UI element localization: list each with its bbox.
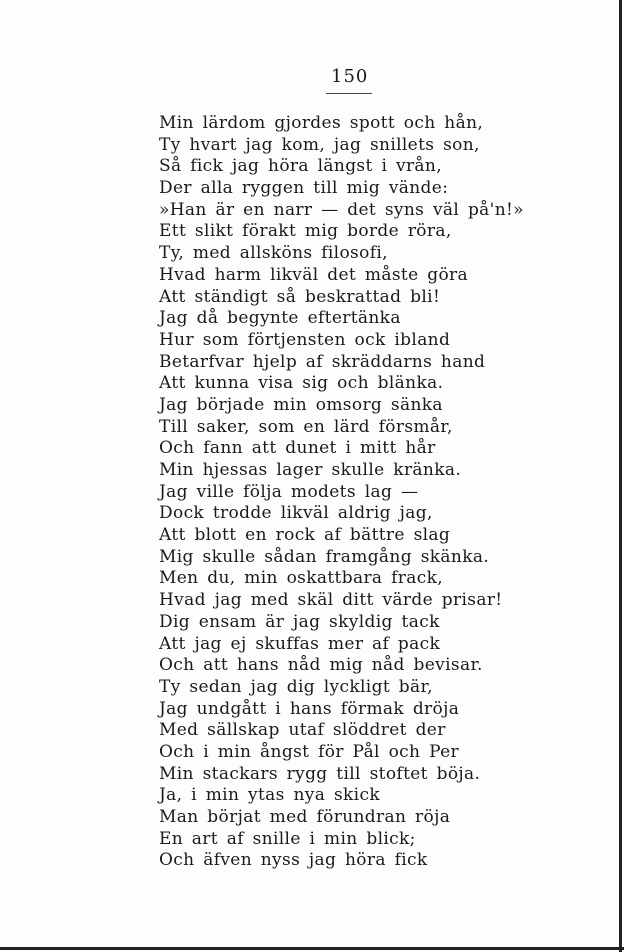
poem-line: Och att hans nåd mig nåd bevisar. (159, 655, 483, 676)
poem-line: Ett slikt förakt mig borde röra, (159, 221, 452, 242)
poem-line: Min hjessas lager skulle kränka. (159, 460, 462, 480)
poem-line: Med sällskap utaf slöddret der (159, 720, 446, 741)
poem-line: Jag ville följa modets lag — (159, 481, 419, 502)
poem-line: Jag undgått i hans förmak dröja (159, 698, 460, 719)
poem-line: Och fann att dunet i mitt hår (159, 438, 436, 459)
poem-line: Och i min ångst för Pål och Per (159, 741, 460, 762)
poem-line: Ty, med allsköns filosofi, (159, 243, 388, 264)
poem-line: Betarfvar hjelp af skräddarns hand (159, 351, 486, 372)
poem-line: Att blott en rock af bättre slag (159, 525, 451, 546)
page-edge-bottom (0, 947, 624, 950)
poem-text (159, 113, 524, 872)
poem-line: »Han är en narr — det syns väl på'n!» (159, 199, 524, 220)
poem-line: Att kunna visa sig och blänka. (159, 373, 444, 394)
poem-line: Till saker, som en lärd försmår, (159, 416, 453, 437)
poem-line: Hur som förtjensten ock ibland (159, 329, 451, 350)
poem-line: Hvad harm likväl det måste göra (159, 264, 469, 285)
poem-line: Min stackars rygg till stoftet böja. (159, 763, 481, 784)
poem-line: Dock trodde likväl aldrig jag, (159, 503, 433, 524)
poem-line: En art af snille i min blick; (159, 828, 416, 849)
poem-line: Och äfven nyss jag höra fick (159, 850, 428, 871)
poem-line: Att jag ej skuffas mer af pack (159, 633, 441, 654)
poem-line: Ty sedan jag dig lyckligt bär, (159, 676, 433, 697)
poem-line: Min lärdom gjordes spott och hån, (159, 113, 484, 133)
poem-line: Dig ensam är jag skyldig tack (159, 611, 440, 632)
poem-line: Hvad jag med skäl ditt värde prisar! (159, 590, 503, 611)
poem-line: Så fick jag höra längst i vrån, (159, 156, 442, 177)
page-number: 150 (331, 66, 369, 87)
poem-line: Man börjat med förundran röja (159, 807, 451, 827)
poem-line: Att ständigt så beskrattad bli! (159, 286, 441, 307)
poem-line: Jag började min omsorg sänka (159, 394, 443, 415)
poem-line: Ja, i min ytas nya skick (159, 785, 380, 806)
poem-line: Men du, min oskattbara frack, (159, 568, 444, 589)
poem-line: Jag då begynte eftertänka (159, 308, 401, 329)
poem-line: Der alla ryggen till mig vände: (159, 178, 449, 199)
page-edge-right (619, 0, 622, 952)
poem-line: Mig skulle sådan framgång skänka. (159, 546, 490, 567)
poem-line: Ty hvart jag kom, jag snillets son, (159, 134, 480, 155)
page-number-rule (326, 93, 372, 94)
